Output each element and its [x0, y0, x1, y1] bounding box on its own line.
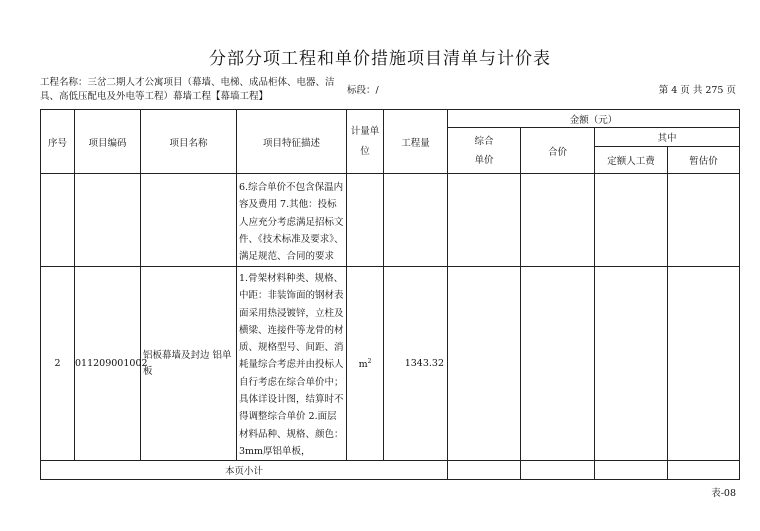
row2-seq: 2 — [41, 267, 75, 461]
page-title: 分部分项工程和单价措施项目清单与计价表 — [209, 49, 551, 69]
project-label: 工程名称： — [40, 77, 88, 88]
row1-labor — [595, 174, 668, 267]
header-unit-text: 计量单位 — [350, 125, 380, 157]
row2-name: 铝板幕墙及封边 铝单板 — [141, 267, 237, 461]
header-provisional: 暂估价 — [668, 147, 740, 174]
subtotal-unit-price — [448, 461, 521, 480]
row1-code — [75, 174, 141, 267]
header-amount: 金额（元） — [448, 110, 740, 128]
subtotal-row — [41, 461, 740, 480]
header-qty: 工程量 — [384, 110, 448, 174]
row1-name — [141, 174, 237, 267]
row1-provisional — [668, 174, 740, 267]
bid-section: 标段：/ — [347, 85, 379, 96]
header-unit-price — [448, 128, 521, 174]
row2-total — [521, 267, 595, 461]
project-name-value: 三岔二期人才公寓项目（幕墙、电梯、成品柜体、电器、洁具、高低压配电及外电等工程）幕墙工程【幕墙工程】 — [40, 77, 335, 102]
header-unit-price-text: 综合单价 — [474, 135, 494, 166]
row1-unit — [347, 174, 384, 267]
row2-desc: 1.骨架材料种类、规格、中距：非装饰面的钢材表面采用热浸镀锌，立柱及横梁、连接件等龙骨的材质、规格型号、间距、消耗量综合考虑并由投标人自行考虑在综合单价中；具体详设计图，结算时不得调整综合单价 2.面层材料品种、规格、颜色：3mm厚铝单板， — [237, 267, 347, 461]
header-name: 项目名称 — [141, 110, 237, 174]
row2-qty: 1343.32 — [384, 267, 448, 461]
form-code: 表-08 — [711, 488, 736, 499]
page-info: 第 4 页 共 275 页 — [658, 85, 736, 96]
table-row — [41, 174, 740, 267]
header-seq: 序号 — [41, 110, 75, 174]
row2-provisional — [668, 267, 740, 461]
subtotal-label: 本页小计 — [41, 461, 448, 480]
header-unit — [347, 110, 384, 174]
row1-total — [521, 174, 595, 267]
project-name — [40, 76, 340, 104]
row2-unit-price — [448, 267, 521, 461]
row1-unit-price — [448, 174, 521, 267]
subtotal-total — [521, 461, 595, 480]
row1-desc: 6.综合单价不包含保温内容及费用 7.其他：投标人应充分考虑满足招标文件、《技术标准及要求》、满足规范、合同的要求 — [237, 174, 347, 267]
row1-qty — [384, 174, 448, 267]
header-labor: 定额人工费 — [595, 147, 668, 174]
header-code: 项目编码 — [75, 110, 141, 174]
row2-unit — [347, 267, 384, 461]
header-including: 其中 — [595, 128, 740, 147]
subtotal-labor — [595, 461, 668, 480]
subtotal-provisional — [668, 461, 740, 480]
row2-code: 011209001002 — [75, 267, 141, 461]
row1-seq — [41, 174, 75, 267]
table-row — [41, 267, 740, 461]
row2-labor — [595, 267, 668, 461]
bill-table — [40, 109, 740, 480]
row2-unit-text: m — [358, 358, 368, 370]
header-total: 合价 — [521, 128, 595, 174]
row2-unit-sup: 2 — [367, 357, 372, 365]
header-desc: 项目特征描述 — [237, 110, 347, 174]
